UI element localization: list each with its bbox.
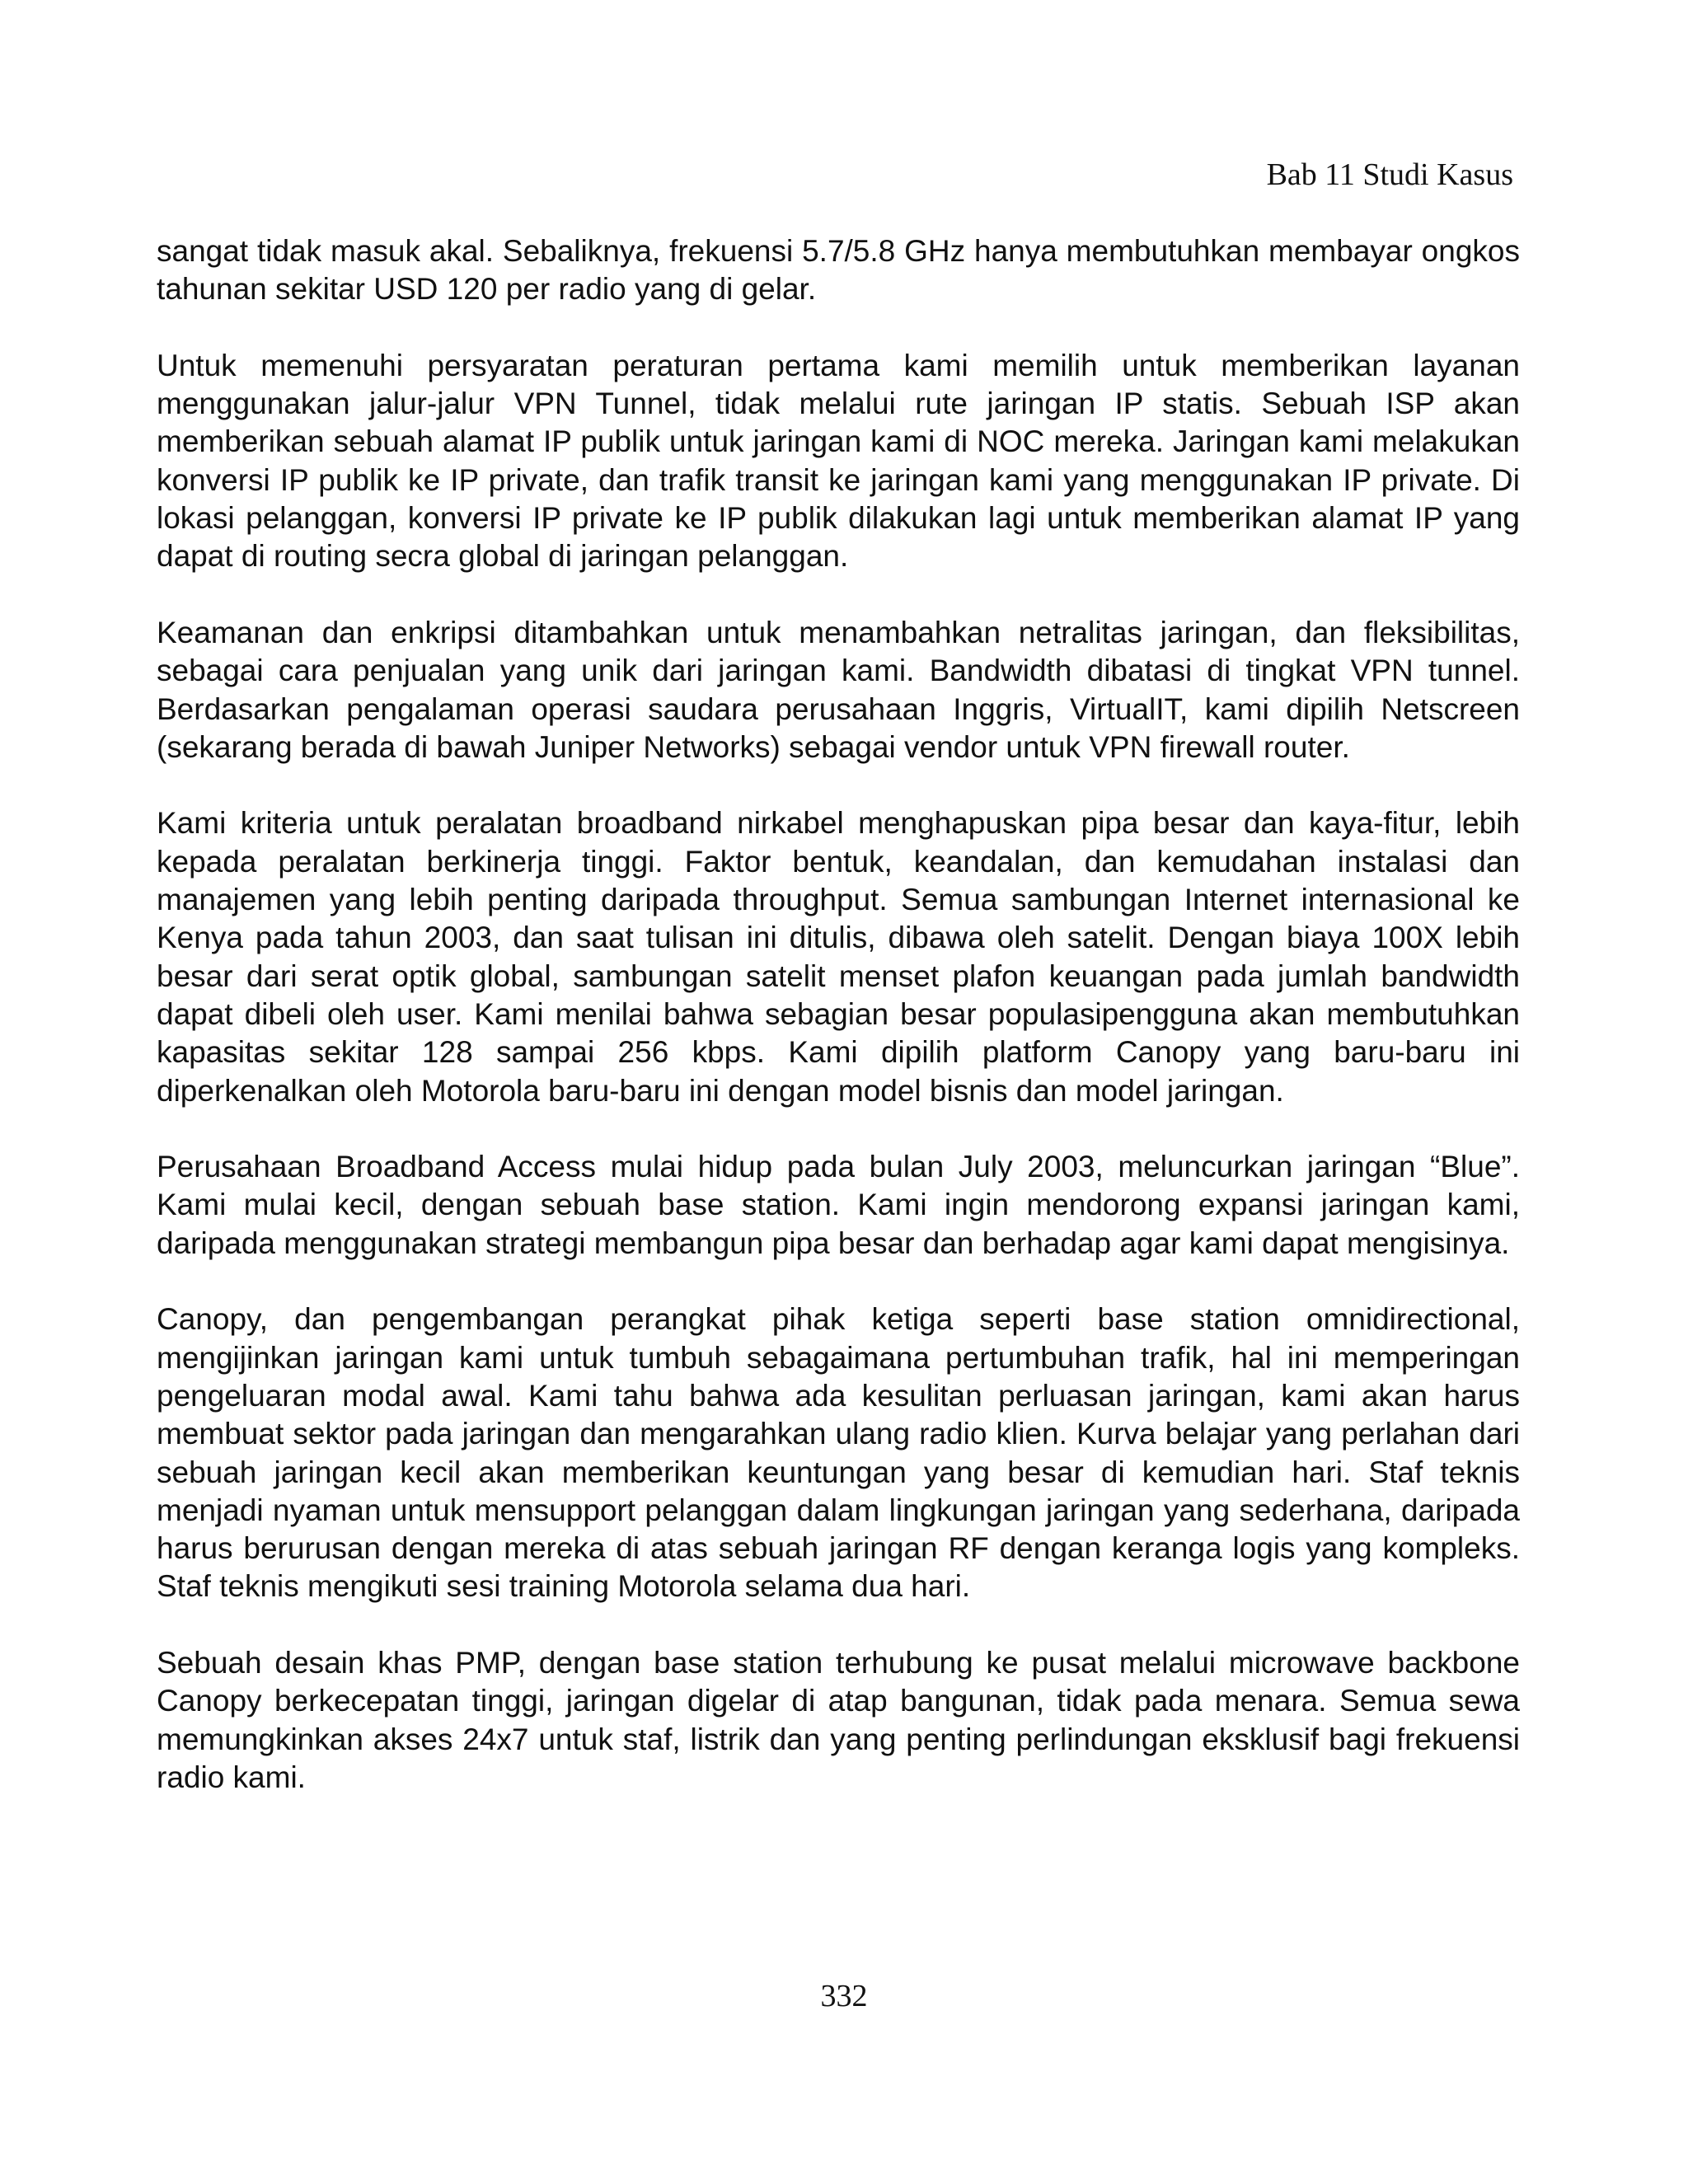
body-text <box>157 232 1520 1797</box>
paragraph-5: Perusahaan Broadband Access mulai hidup pada bulan July 2003, meluncurkan jaringan “Blue”. Kami mulai kecil, dengan sebuah base station. Kami ingin mendorong expansi jaringan kami, daripada menggunakan strategi membangun pipa besar dan berhadap agar kami dapat mengisinya. <box>157 1150 1520 1260</box>
paragraph-3: Keamanan dan enkripsi ditambahkan untuk menambahkan netralitas jaringan, dan fleksibilitas, sebagai cara penjualan yang unik dari jaringan kami. Bandwidth dibatasi di tingkat VPN tunnel. Berdasarkan pengalaman operasi saudara perusahaan Inggris, VirtualIT, kami dipilih Netscreen (sekarang berada di bawah Juniper Networks) sebagai vendor untuk VPN firewall router. <box>157 615 1520 764</box>
paragraph-4: Kami kriteria untuk peralatan broadband nirkabel menghapuskan pipa besar dan kaya-fitur, lebih kepada peralatan berkinerja tinggi. Faktor bentuk, keandalan, dan kemudahan instalasi dan manajemen yang lebih penting daripada throughput. Semua sambungan Internet internasional ke Kenya pada tahun 2003, dan saat tulisan ini ditulis, dibawa oleh satelit. Dengan biaya 100X lebih besar dari serat optik global, sambungan satelit menset plafon keuangan pada jumlah bandwidth dapat dibeli oleh user. Kami menilai bahwa sebagian besar populasipengguna akan membutuhkan kapasitas sekitar 128 sampai 256 kbps. Kami dipilih platform Canopy yang baru-baru ini diperkenalkan oleh Motorola baru-baru ini dengan model bisnis dan model jaringan. <box>157 806 1520 1108</box>
page-number: 332 <box>820 1979 868 2013</box>
paragraph-7: Sebuah desain khas PMP, dengan base station terhubung ke pusat melalui microwave backbone Canopy berkecepatan tinggi, jaringan digelar di atap bangunan, tidak pada menara. Semua sewa memungkinkan akses 24x7 untuk staf, listrik dan yang penting perlindungan eksklusif bagi frekuensi radio kami. <box>157 1645 1520 1794</box>
running-header: Bab 11 Studi Kasus <box>1266 157 1513 192</box>
paragraph-2: Untuk memenuhi persyaratan peraturan pertama kami memilih untuk memberikan layanan menggunakan jalur-jalur VPN Tunnel, tidak melalui rute jaringan IP statis. Sebuah ISP akan memberikan sebuah alamat IP publik untuk jaringan kami di NOC mereka. Jaringan kami melakukan konversi IP publik ke IP private, dan trafik transit ke jaringan kami yang menggunakan IP private. Di lokasi pelanggan, konversi IP private ke IP publik dilakukan lagi untuk memberikan alamat IP yang dapat di routing secra global di jaringan pelanggan. <box>157 348 1520 574</box>
paragraph-6: Canopy, dan pengembangan perangkat pihak ketiga seperti base station omnidirectional, mengijinkan jaringan kami untuk tumbuh sebagaimana pertumbuhan trafik, hal ini memperingan pengeluaran modal awal. Kami tahu bahwa ada kesulitan perluasan jaringan, kami akan harus membuat sektor pada jaringan dan mengarahkan ulang radio klien. Kurva belajar yang perlahan dari sebuah jaringan kecil akan memberikan keuntungan yang besar di kemudian hari. Staf teknis menjadi nyaman untuk mensupport pelanggan dalam lingkungan jaringan yang sederhana, daripada harus berurusan dengan mereka di atas sebuah jaringan RF dengan keranga logis yang kompleks. Staf teknis mengikuti sesi training Motorola selama dua hari. <box>157 1302 1520 1604</box>
paragraph-1: sangat tidak masuk akal. Sebaliknya, frekuensi 5.7/5.8 GHz hanya membutuhkan membayar ongkos tahunan sekitar USD 120 per radio yang di gelar. <box>157 234 1520 307</box>
